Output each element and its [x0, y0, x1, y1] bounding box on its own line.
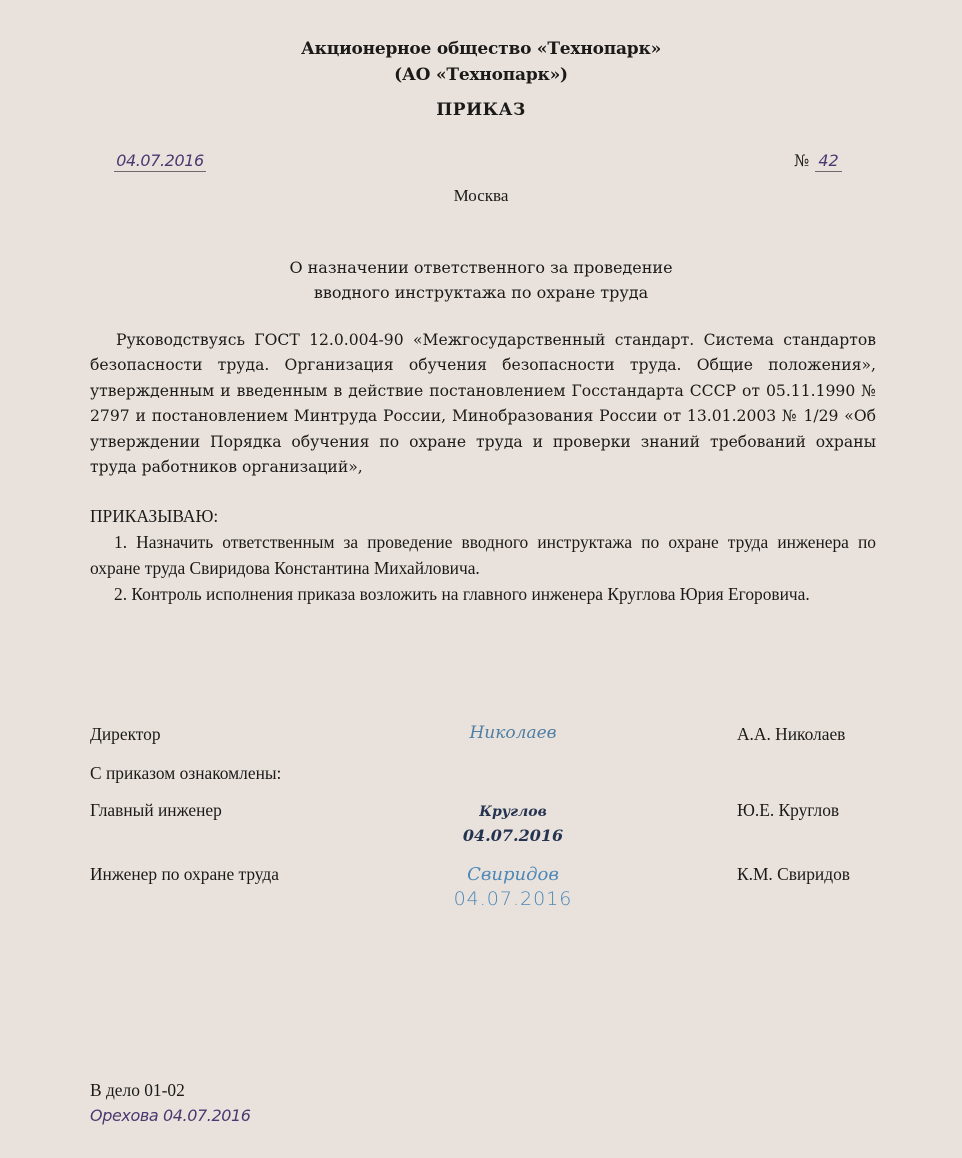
- director-name: А.А. Николаев: [737, 724, 846, 744]
- filing-note: В дело 01-02: [90, 1080, 185, 1100]
- order-item: 2. Контроль исполнения приказа возложить на главного инженера Круглова Юрия Егоровича.: [114, 584, 810, 604]
- director-position: Директор: [90, 724, 161, 744]
- director-signature: Николаев: [469, 723, 557, 743]
- organization-header: [0, 36, 962, 88]
- acquainted-label: С приказом ознакомлены:: [90, 763, 282, 783]
- safety-engineer-signature-date: 04.07.2016: [453, 888, 573, 910]
- safety-engineer-signature: Свиридов: [467, 864, 559, 885]
- order-section: [90, 503, 876, 607]
- order-subject-line-2: вводного инструктажа по охране труда: [313, 283, 649, 302]
- order-subject-line-1: О назначении ответственного за проведение: [289, 258, 673, 277]
- order-item: 1. Назначить ответственным за проведение вводного инструктажа по охране труда инженера по охране труда Свиридова Константина Михайловича.: [90, 532, 876, 578]
- document-title: ПРИКАЗ: [436, 100, 526, 120]
- preamble-paragraph: Руководствуясь ГОСТ 12.0.004-90 «Межгосударственный стандарт. Система стандартов безопасности труда. Организация обучения безопасности труда. Общие положения», утвержденным и введенным в действие постановлением Госстандарта СССР от 05.11.1990 № 2797 и постановлением Минтруда России, Минобразования России от 13.01.2003 № 1/29 «Об утверждении Порядка обучения по охране труда и проверки знаний требований охраны труда работников организаций»,: [90, 331, 876, 477]
- safety-engineer-name: К.М. Свиридов: [737, 864, 850, 884]
- order-number-field: 42: [815, 151, 842, 172]
- filing-signature: Орехова 04.07.2016: [90, 1106, 251, 1125]
- order-heading: ПРИКАЗЫВАЮ:: [90, 506, 219, 526]
- organization-short-name: (АО «Технопарк»): [394, 65, 568, 85]
- chief-engineer-signature-block: [412, 800, 614, 848]
- safety-engineer-position: Инженер по охране труда: [90, 864, 279, 884]
- chief-engineer-signature-date: 04.07.2016: [462, 826, 564, 845]
- organization-full-name: Акционерное общество «Технопарк»: [301, 39, 661, 59]
- chief-engineer-position: Главный инженер: [90, 800, 222, 820]
- safety-engineer-signature-block: [412, 862, 614, 912]
- chief-engineer-signature: Круглов: [479, 804, 547, 820]
- order-subject: [0, 255, 962, 305]
- order-date-field: 04.07.2016: [114, 151, 206, 172]
- city: Москва: [453, 186, 509, 205]
- order-number-label: №: [794, 151, 810, 170]
- chief-engineer-name: Ю.Е. Круглов: [737, 800, 840, 820]
